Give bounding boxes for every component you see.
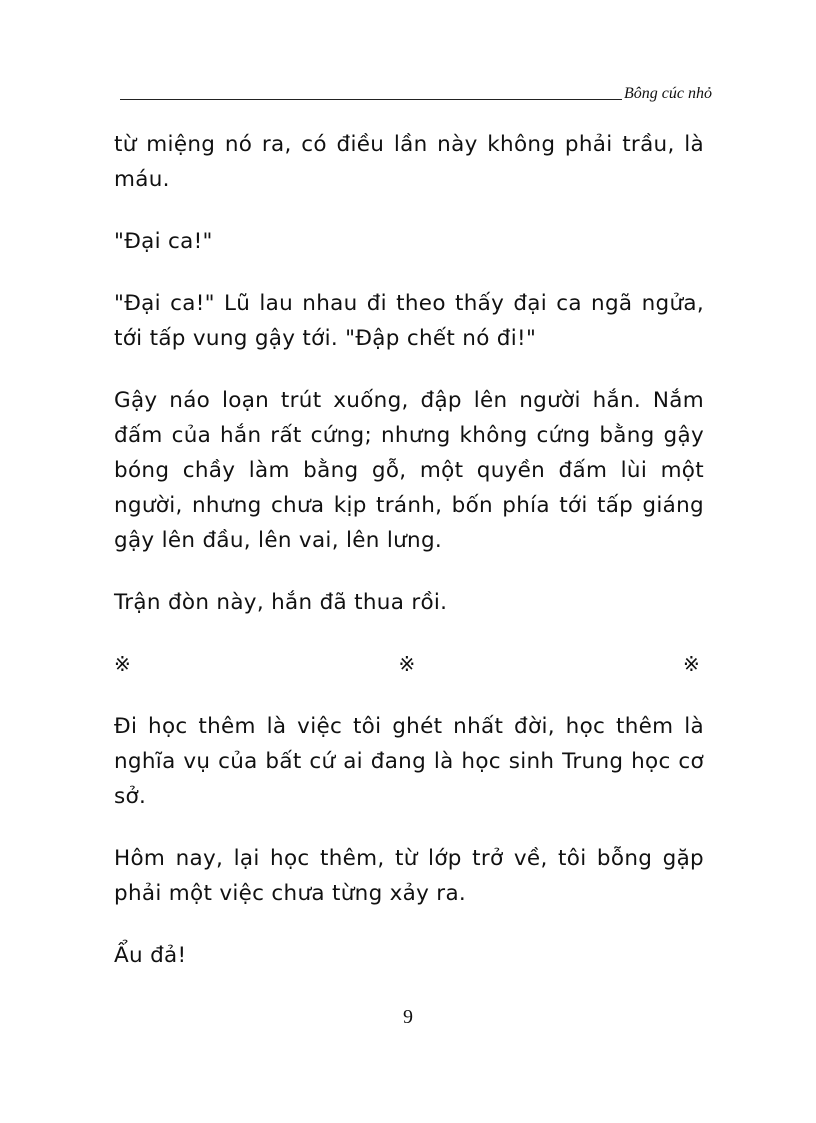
running-header	[120, 80, 712, 104]
body-text	[114, 127, 704, 999]
paragraph: Trận đòn này, hắn đã thua rồi.	[114, 590, 448, 615]
paragraph: từ miệng nó ra, có điều lần này không phải trầu, là máu.	[114, 132, 704, 192]
paragraph: "Đại ca!"	[114, 229, 213, 254]
paragraph: Ẩu đả!	[114, 943, 187, 968]
paragraph: Hôm nay, lại học thêm, từ lớp trở về, tôi bỗng gặp phải một việc chưa từng xảy ra.	[114, 846, 704, 906]
separator-mark-icon: ※	[682, 652, 700, 676]
page-number: 9	[403, 1006, 413, 1028]
header-rule	[120, 99, 622, 100]
book-title: Bông cúc nhỏ	[624, 85, 712, 102]
paragraph: Gậy náo loạn trút xuống, đập lên người hắn. Nắm đấm của hắn rất cứng; nhưng không cứng bằng gậy bóng chầy làm bằng gỗ, một quyền đấm lùi một người, nhưng chưa kịp tránh, bốn phía tới tấp giáng gậy lên đầu, lên vai, lên lưng.	[114, 388, 704, 553]
paragraph: "Đại ca!" Lũ lau nhau đi theo thấy đại ca ngã ngửa, tới tấp vung gậy tới. "Đập chết nó đi!"	[114, 291, 704, 351]
section-separator	[114, 647, 704, 682]
separator-mark-icon: ※	[114, 652, 132, 676]
paragraph: Đi học thêm là việc tôi ghét nhất đời, học thêm là nghĩa vụ của bất cứ ai đang là học sinh Trung học cơ sở.	[114, 714, 704, 809]
separator-mark-icon: ※	[398, 652, 416, 676]
